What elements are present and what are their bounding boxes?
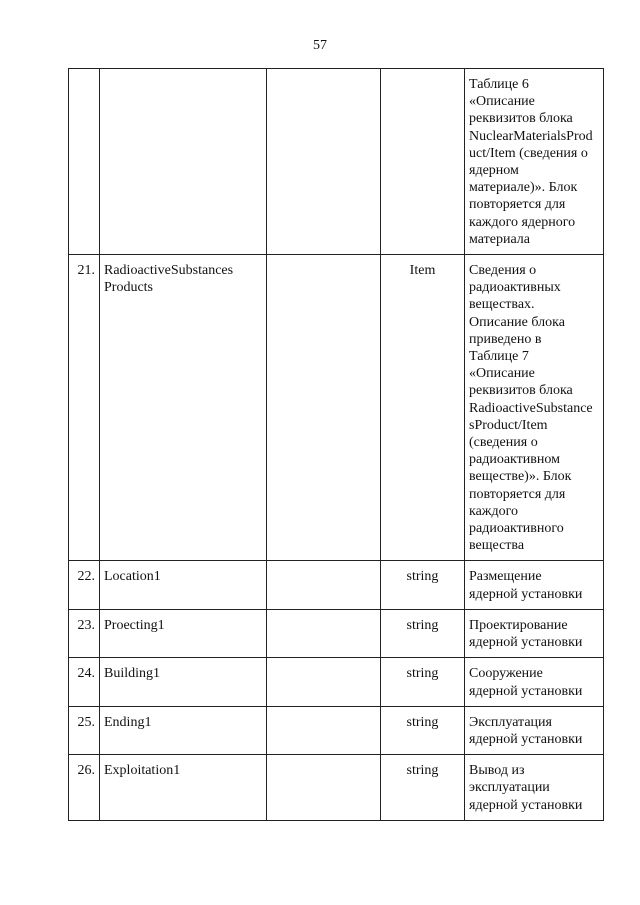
description-line: Таблице 7 — [469, 349, 529, 365]
description-line: ядерной установки — [469, 683, 583, 699]
description-cell — [465, 69, 604, 255]
element-name-line: Products — [104, 280, 153, 296]
description-line: веществе)». Блок — [469, 469, 572, 485]
row-number-cell: 25. — [69, 706, 100, 754]
description-line: Таблице 6 — [469, 77, 529, 92]
description-line: радиоактивного — [469, 521, 564, 537]
element-name-line: Building1 — [104, 666, 161, 682]
row-number-cell: 23. — [69, 609, 100, 657]
description-line: RadioactiveSubstance — [469, 400, 593, 416]
requirement-cell — [267, 609, 381, 657]
table-row — [69, 255, 604, 561]
data-type-cell: string — [381, 658, 465, 706]
row-number-cell: 21. — [69, 255, 100, 561]
description-line: ядерной установки — [469, 731, 583, 747]
description-line: ядерной установки — [469, 797, 583, 813]
data-type-cell — [381, 69, 465, 255]
element-name-cell — [100, 609, 267, 657]
description-line: повторяется для — [469, 486, 566, 502]
row-number-cell: 22. — [69, 561, 100, 609]
description-line: Проектирование — [469, 617, 568, 633]
description-line: Сооружение — [469, 666, 543, 682]
element-name-line: Location1 — [104, 569, 161, 585]
description-line: «Описание — [469, 94, 535, 110]
row-number-cell: 24. — [69, 658, 100, 706]
description-line: Эксплуатация — [469, 714, 552, 730]
description-cell — [465, 255, 604, 561]
table-row — [69, 706, 604, 754]
row-number-cell: 26. — [69, 755, 100, 821]
description-line: (сведения о — [469, 435, 538, 451]
description-line: каждого ядерного — [469, 214, 576, 230]
description-line: ядерном — [469, 163, 519, 179]
description-line: Размещение — [469, 569, 542, 585]
requirement-cell — [267, 69, 381, 255]
description-line: каждого — [469, 503, 518, 519]
element-name-cell — [100, 706, 267, 754]
description-cell — [465, 609, 604, 657]
description-line: эксплуатации — [469, 780, 550, 796]
page-number: 57 — [313, 38, 327, 53]
description-line: «Описание — [469, 366, 535, 382]
element-name-cell — [100, 69, 267, 255]
description-line: приведено в — [469, 331, 542, 347]
element-name-line: Proecting1 — [104, 617, 165, 633]
table-row — [69, 755, 604, 821]
data-type-cell: string — [381, 706, 465, 754]
description-line: радиоактивных — [469, 280, 561, 296]
description-line: веществах. — [469, 297, 535, 313]
element-name-line: Exploitation1 — [104, 763, 181, 779]
row-number-cell — [69, 69, 100, 255]
description-line: Описание блока — [469, 314, 565, 330]
description-line: радиоактивном — [469, 452, 560, 468]
requisites-table — [68, 68, 604, 821]
table-row — [69, 658, 604, 706]
element-name-cell — [100, 755, 267, 821]
table-row — [69, 609, 604, 657]
description-line: Вывод из — [469, 763, 525, 779]
element-name-cell — [100, 561, 267, 609]
data-type-cell: Item — [381, 255, 465, 561]
description-line: uct/Item (сведения о — [469, 145, 588, 161]
table-body — [69, 69, 604, 821]
requirement-cell — [267, 255, 381, 561]
description-cell — [465, 755, 604, 821]
requirement-cell — [267, 561, 381, 609]
description-cell — [465, 561, 604, 609]
description-line: реквизитов блока — [469, 383, 573, 399]
data-type-cell: string — [381, 561, 465, 609]
description-line: реквизитов блока — [469, 111, 573, 127]
element-name-line: Ending1 — [104, 714, 152, 730]
element-name-line: RadioactiveSubstances — [104, 263, 234, 279]
table-row — [69, 561, 604, 609]
description-line: материала — [469, 231, 530, 247]
description-line: вещества — [469, 538, 525, 554]
description-line: Сведения о — [469, 263, 537, 279]
requirement-cell — [267, 658, 381, 706]
element-name-cell — [100, 255, 267, 561]
description-cell — [465, 658, 604, 706]
description-line: повторяется для — [469, 197, 566, 213]
description-cell — [465, 706, 604, 754]
requirement-cell — [267, 706, 381, 754]
description-line: NuclearMaterialsProd — [469, 128, 593, 144]
table-row — [69, 69, 604, 255]
description-line: sProduct/Item — [469, 417, 548, 433]
element-name-cell — [100, 658, 267, 706]
description-line: ядерной установки — [469, 586, 583, 602]
data-type-cell: string — [381, 609, 465, 657]
description-line: ядерной установки — [469, 635, 583, 651]
description-line: материале)». Блок — [469, 180, 578, 196]
data-type-cell: string — [381, 755, 465, 821]
requirement-cell — [267, 755, 381, 821]
